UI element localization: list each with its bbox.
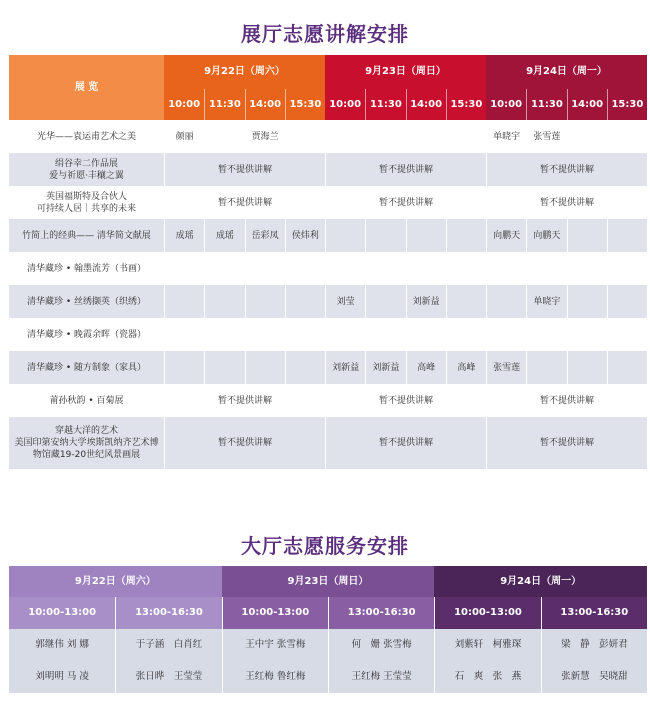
exhibit-name-line: 光华——袁运甫艺术之美 (36, 131, 136, 142)
day-header-sep23: 9月23日（周日） (325, 55, 486, 89)
time-slot-header: 10:00 (325, 89, 365, 120)
not-available-cell: 暂不提供讲解 (486, 186, 647, 219)
not-available-cell: 暂不提供讲解 (164, 417, 325, 469)
day-header-sep22: 9月22日（周六） (164, 55, 325, 89)
exhibit-name-line: 清华藏珍 • 翰墨流芳（书画） (26, 263, 147, 274)
volunteer-cell (446, 252, 486, 285)
volunteer-cell: 刘新益 (325, 351, 365, 384)
service-slot-header: 10:00-13:00 (9, 597, 115, 629)
time-slot-header: 15:30 (446, 89, 486, 120)
day-header-sep24: 9月24日（周一） (486, 55, 647, 89)
hall-service-table (9, 566, 647, 693)
volunteer-cell (567, 219, 607, 252)
exhibit-name-line: 清华藏珍 • 晚霞余晖（瓷器） (26, 329, 147, 340)
service-slot-header: 13:00-16:30 (328, 597, 434, 629)
service-volunteer-cell: 郭继伟 刘 娜 (9, 629, 115, 661)
time-slot-header: 11:30 (204, 89, 244, 120)
volunteer-cell: 刘莹 (325, 285, 365, 318)
volunteer-cell: 单晓宇 (526, 285, 566, 318)
time-slot-header: 11:30 (526, 89, 566, 120)
volunteer-cell (245, 285, 285, 318)
volunteer-cell (365, 219, 405, 252)
service-day-header-sep22: 9月22日（周六） (9, 566, 222, 597)
exhibit-row (9, 219, 647, 252)
volunteer-cell (446, 318, 486, 351)
volunteer-cell: 成瑶 (164, 219, 204, 252)
not-available-cell: 暂不提供讲解 (164, 186, 325, 219)
service-volunteer-cell: 王红梅 王莹莹 (328, 661, 434, 693)
volunteer-cell: 高峰 (406, 351, 446, 384)
exhibit-name-line: 可持续人居｜共享的未来 (36, 203, 136, 214)
volunteer-cell (204, 252, 244, 285)
volunteer-cell (164, 285, 204, 318)
service-volunteer-cell: 刘明明 马 凌 (9, 661, 115, 693)
volunteer-cell: 成瑶 (204, 219, 244, 252)
volunteer-cell (567, 120, 607, 153)
volunteer-cell (446, 120, 486, 153)
exhibit-name-line: 美国印第安纳大学埃斯凯纳齐艺术博 (14, 438, 159, 448)
not-available-cell: 暂不提供讲解 (486, 153, 647, 186)
service-volunteer-cell: 张新慧 吴晓甜 (541, 661, 647, 693)
volunteer-cell (325, 219, 365, 252)
time-slot-header: 10:00 (164, 89, 204, 120)
volunteer-cell (526, 252, 566, 285)
volunteer-cell (285, 285, 325, 318)
volunteer-cell (607, 252, 647, 285)
volunteer-cell (365, 252, 405, 285)
time-slot-header: 14:00 (567, 89, 607, 120)
exhibit-name (9, 120, 164, 153)
service-day-header-sep24: 9月24日（周一） (434, 566, 647, 597)
exhibit-name (9, 351, 164, 384)
volunteer-cell (446, 219, 486, 252)
exhibit-row (9, 318, 647, 351)
service-volunteer-cell: 梁 静 彭妍君 (541, 629, 647, 661)
service-slot-header: 10:00-13:00 (222, 597, 328, 629)
service-slot-header: 13:00-16:30 (541, 597, 647, 629)
volunteer-cell (486, 252, 526, 285)
volunteer-cell (245, 252, 285, 285)
volunteer-cell (204, 285, 244, 318)
volunteer-cell (204, 318, 244, 351)
exhibit-schedule-table (9, 55, 647, 469)
volunteer-cell: 张雪莲 (526, 120, 566, 153)
volunteer-cell (325, 120, 365, 153)
service-slot-header: 10:00-13:00 (434, 597, 540, 629)
volunteer-cell: 张雪莲 (486, 351, 526, 384)
volunteer-cell (406, 252, 446, 285)
not-available-cell: 暂不提供讲解 (164, 384, 325, 417)
volunteer-cell (406, 219, 446, 252)
service-day-header-sep23: 9月23日（周日） (222, 566, 435, 597)
service-row (9, 661, 647, 693)
volunteer-cell (526, 351, 566, 384)
exhibit-name-line: 莆孙秋韵 • 百菊展 (49, 395, 124, 406)
not-available-cell: 暂不提供讲解 (325, 186, 486, 219)
exhibit-name (9, 285, 164, 318)
volunteer-cell (164, 318, 204, 351)
not-available-cell: 暂不提供讲解 (486, 384, 647, 417)
volunteer-cell (406, 318, 446, 351)
volunteer-cell (365, 285, 405, 318)
exhibit-name (9, 318, 164, 351)
volunteer-cell (285, 252, 325, 285)
time-slot-header: 10:00 (486, 89, 526, 120)
exhibit-column-header: 展 览 (9, 55, 164, 120)
volunteer-cell (365, 120, 405, 153)
volunteer-cell (285, 351, 325, 384)
volunteer-cell: 刘新益 (365, 351, 405, 384)
exhibit-row (9, 153, 647, 186)
exhibit-name (9, 252, 164, 285)
volunteer-cell (365, 318, 405, 351)
volunteer-cell (567, 351, 607, 384)
exhibit-name (9, 384, 164, 417)
exhibit-name-line: 清华藏珍 • 丝绣撷英（织绣） (26, 296, 147, 307)
time-slot-header: 11:30 (365, 89, 405, 120)
exhibit-row (9, 351, 647, 384)
volunteer-cell (245, 318, 285, 351)
volunteer-cell (285, 318, 325, 351)
not-available-cell: 暂不提供讲解 (486, 417, 647, 469)
not-available-cell: 暂不提供讲解 (325, 417, 486, 469)
service-volunteer-cell: 王中宇 张雪梅 (222, 629, 328, 661)
exhibit-row (9, 417, 647, 469)
exhibit-name-line: 清华藏珍 • 随方制象（家具） (26, 362, 147, 373)
hall-service-title: 大厅志愿服务安排 (241, 534, 409, 558)
exhibit-row (9, 120, 647, 153)
service-volunteer-cell: 于子涵 白肖红 (115, 629, 221, 661)
time-slot-header: 14:00 (406, 89, 446, 120)
exhibit-row (9, 384, 647, 417)
volunteer-cell: 颜丽 (164, 120, 204, 153)
time-slot-header: 14:00 (245, 89, 285, 120)
volunteer-cell (486, 285, 526, 318)
volunteer-cell: 贾海兰 (245, 120, 285, 153)
not-available-cell: 暂不提供讲解 (164, 153, 325, 186)
volunteer-cell (164, 351, 204, 384)
volunteer-cell (607, 285, 647, 318)
service-volunteer-cell: 刘紫轩 柯雅琛 (434, 629, 540, 661)
volunteer-cell (245, 351, 285, 384)
exhibit-name (9, 219, 164, 252)
volunteer-cell: 岳彩凤 (245, 219, 285, 252)
volunteer-cell (325, 252, 365, 285)
exhibit-name-line: 物馆藏19-20世纪风景画展 (32, 450, 141, 460)
exhibit-row (9, 285, 647, 318)
service-row (9, 629, 647, 661)
volunteer-cell: 刘新益 (406, 285, 446, 318)
volunteer-cell (285, 120, 325, 153)
time-slot-header: 15:30 (607, 89, 647, 120)
service-volunteer-cell: 石 爽 张 燕 (434, 661, 540, 693)
volunteer-cell (406, 120, 446, 153)
exhibit-name-line: 绢谷幸二作品展 (54, 158, 118, 169)
service-volunteer-cell: 张日晔 王莹莹 (115, 661, 221, 693)
exhibit-row (9, 186, 647, 219)
exhibit-name (9, 417, 164, 469)
volunteer-cell (486, 318, 526, 351)
volunteer-cell: 向鹏天 (486, 219, 526, 252)
volunteer-cell (607, 219, 647, 252)
volunteer-cell (607, 318, 647, 351)
exhibit-name (9, 186, 164, 219)
exhibit-row (9, 252, 647, 285)
volunteer-cell (204, 120, 244, 153)
not-available-cell: 暂不提供讲解 (325, 384, 486, 417)
volunteer-cell (567, 285, 607, 318)
volunteer-cell (567, 252, 607, 285)
volunteer-cell: 侯炜利 (285, 219, 325, 252)
exhibit-name (9, 153, 164, 186)
exhibit-schedule-title: 展厅志愿讲解安排 (241, 22, 409, 46)
volunteer-cell (526, 318, 566, 351)
volunteer-cell (325, 318, 365, 351)
volunteer-cell (164, 252, 204, 285)
exhibit-name-line: 竹简上的经典—— 清华简文献展 (22, 230, 151, 241)
volunteer-cell: 高峰 (446, 351, 486, 384)
volunteer-cell (607, 120, 647, 153)
time-slot-header: 15:30 (285, 89, 325, 120)
exhibit-name-line: 爱与祈愿·丰穰之翼 (49, 170, 124, 181)
service-volunteer-cell: 何 姗 张雪梅 (328, 629, 434, 661)
volunteer-cell: 向鹏天 (526, 219, 566, 252)
service-volunteer-cell: 王红梅 鲁红梅 (222, 661, 328, 693)
exhibit-name-line: 英国福斯特及合伙人 (45, 191, 127, 202)
not-available-cell: 暂不提供讲解 (325, 153, 486, 186)
exhibit-name-line: 穿越大洋的艺术 (54, 426, 118, 436)
volunteer-cell (446, 285, 486, 318)
volunteer-cell (567, 318, 607, 351)
volunteer-cell: 单晓宇 (486, 120, 526, 153)
service-slot-header: 13:00-16:30 (115, 597, 221, 629)
volunteer-cell (204, 351, 244, 384)
volunteer-cell (607, 351, 647, 384)
